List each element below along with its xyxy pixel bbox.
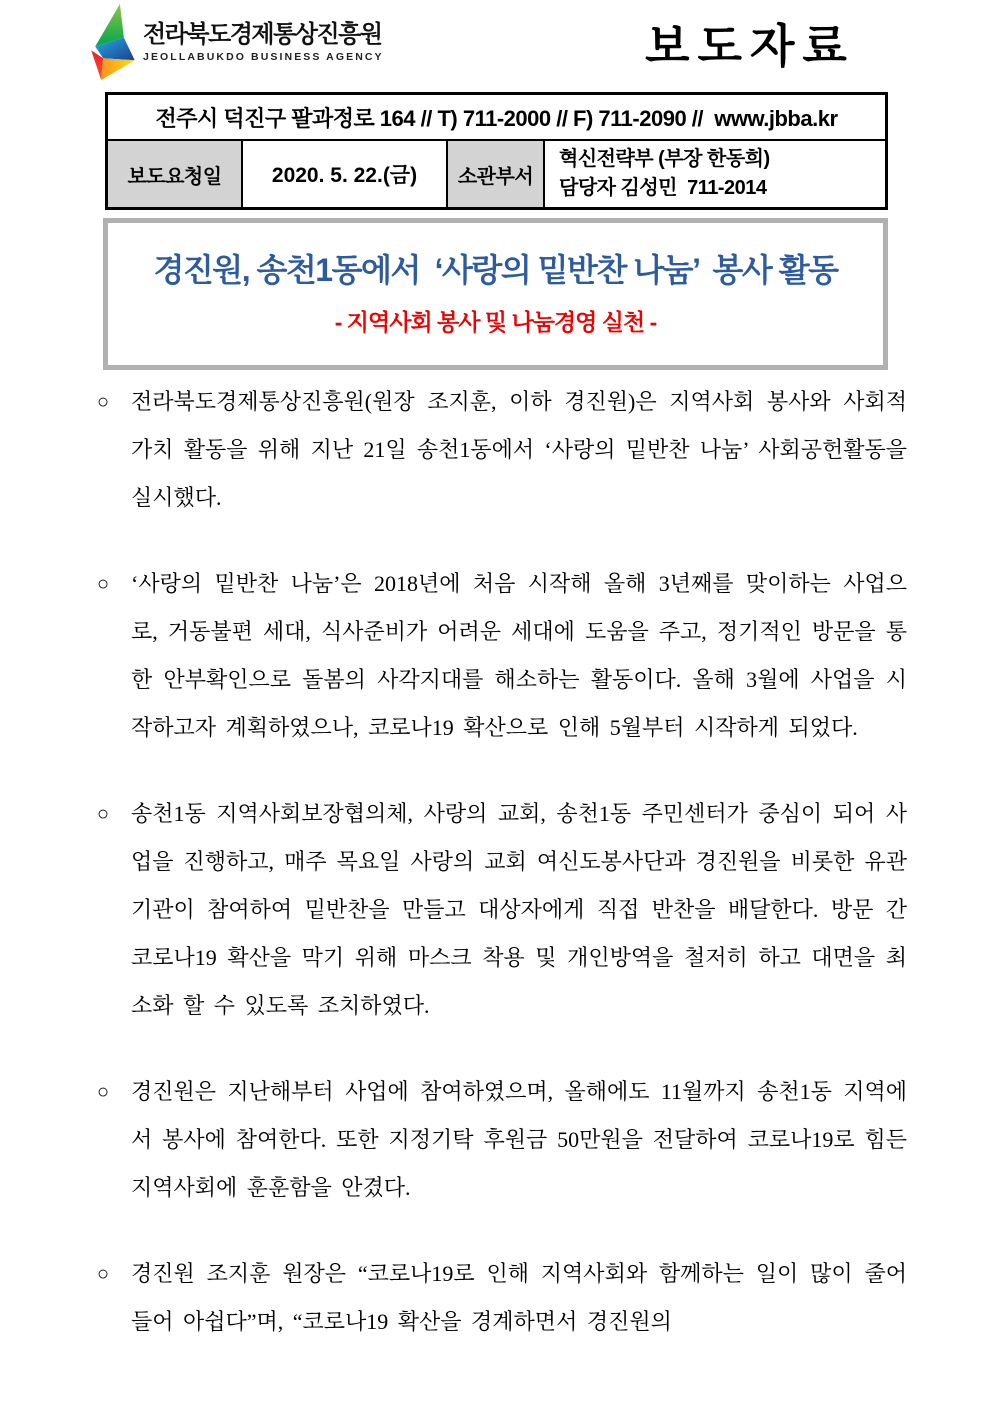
agency-logo [88,2,384,81]
body-paragraph-4 [97,1068,907,1212]
bullet-circle: ○ [97,573,110,595]
paragraph-text: 송천1동 지역사회보장협의체, 사랑의 교회, 송천1동 주민센터가 중심이 되어 사업을 진행하고, 매주 목요일 사랑의 교회 여신도봉사단과 경진원을 비롯한 유관기관이 참여하여 밑반찬을 만들고 대상자에게 직접 반찬을 배달한다. 방문 간 코로나19 확산을 막기 위해 마스크 착용 및 개인방역을 철저히 하고 대면을 최소화 할 수 있도록 조치하였다. [131,801,907,1018]
agency-logo-text [143,22,384,63]
paragraph-text: ‘사랑의 밑반찬 나눔’은 2018년에 처음 시작해 올해 3년째를 맞이하는 사업으로, 거동불편 세대, 식사준비가 어려운 세대에 도움을 주고, 정기적인 방문을 통한 안부확인으로 돌봄의 사각지대를 해소하는 활동이다. 올해 3월에 사업을 시작하고자 계획하였으나, 코로나19 확산으로 인해 5월부터 시작하게 되었다. [131,571,907,740]
paragraph-text: 전라북도경제통상진흥원(원장 조지훈, 이하 경진원)은 지역사회 봉사와 사회적 가치 활동을 위해 지난 21일 송천1동에서 ‘사랑의 밑반찬 나눔’ 사회공헌활동을 실시했다. [131,389,907,510]
headline-box [103,218,888,370]
body-paragraph-3 [97,790,907,1030]
agency-name-korean: 전라북도경제통상진흥원 [143,21,382,48]
bullet-circle: ○ [97,391,110,413]
department-line: 혁신전략부 (부장 한동희) [559,148,770,170]
agency-name-english: JEOLLABUKDO BUSINESS AGENCY [143,51,384,64]
request-date-value: 2020. 5. 22.(금) [243,141,448,207]
bullet-circle: ○ [97,1263,110,1285]
press-info-table [105,92,888,210]
press-meta-row [108,141,885,207]
body-paragraph-2 [97,560,907,752]
body-paragraph-5 [97,1250,907,1346]
agency-address-line: 전주시 덕진구 팔과정로 164 // T) 711-2000 // F) 711-2090 // www.jbba.kr [108,95,885,141]
press-release-body [97,378,907,1384]
bullet-circle: ○ [97,1081,110,1103]
request-date-label: 보도요청일 [108,141,243,207]
paragraph-text: 경진원 조지훈 원장은 “코로나19로 인해 지역사회와 함께하는 일이 많이 줄어들어 아쉽다”며, “코로나19 확산을 경계하면서 경진원의 [131,1261,907,1334]
department-label: 소관부서 [448,141,545,207]
bullet-circle: ○ [97,803,110,825]
document-type-title: 보도자료 [645,20,855,72]
department-contact [545,141,885,207]
agency-logo-icon [88,2,138,81]
paragraph-text: 경진원은 지난해부터 사업에 참여하였으며, 올해에도 11월까지 송천1동 지역에서 봉사에 참여한다. 또한 지정기탁 후원금 50만원을 전달하여 코로나19로 힘든 지역사회에 훈훈함을 안겼다. [131,1079,907,1200]
contact-line: 담당자 김성민 711-2014 [559,177,767,199]
body-paragraph-1 [97,378,907,522]
press-release-subtitle: - 지역사회 봉사 및 나눔경영 실천 - [334,308,657,335]
press-release-title: 경진원, 송천1동에서 ‘사랑의 밑반찬 나눔’ 봉사 활동 [153,252,838,289]
